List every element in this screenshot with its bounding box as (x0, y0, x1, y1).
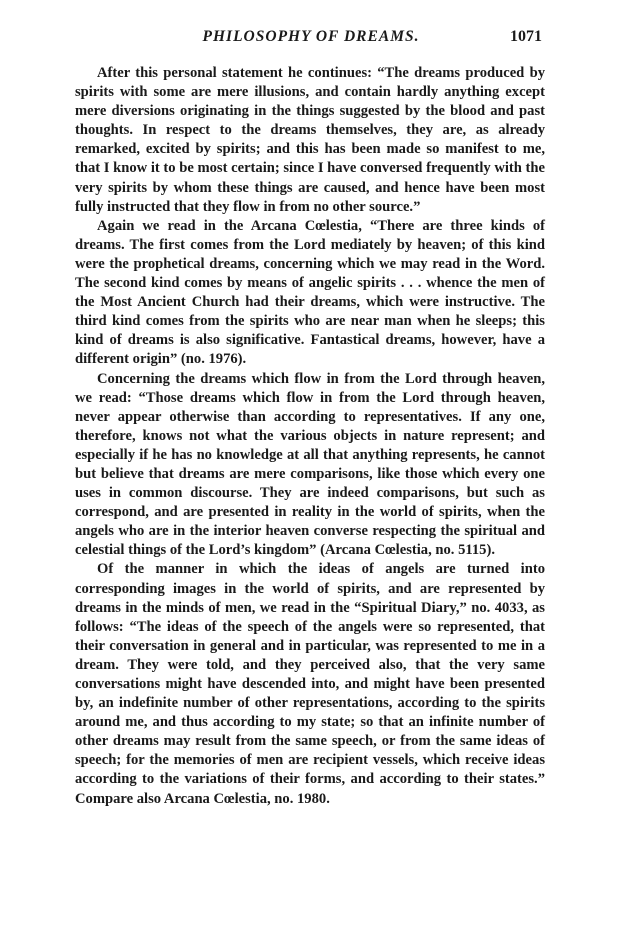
paragraph: Again we read in the Arcana Cœlestia, “There are three kinds of dreams. The first comes from the Lord mediately by heaven; of this kind were the prophetical dreams, concerning which we may read in the Word. The second kind comes by means of angelic spirits . . . whence the men of the Most Ancient Church had their dreams, which were instructive. The third kind comes from the spirits who are near man when he sleeps; this kind of dreams is also significative. Fantastical dreams, however, have a different origin” (no. 1976). (75, 217, 545, 368)
page-header (80, 28, 542, 50)
page-number: 1071 (510, 28, 542, 45)
body-text (75, 64, 545, 809)
paragraph: Concerning the dreams which flow in from the Lord through heaven, we read: “Those dreams which flow in from the Lord through heaven, never appear otherwise than according to representatives. If any one, therefore, knows not what the various objects in nature represent; and especially if he has no knowledge at all that anything represents, he cannot but believe that dreams are mere comparisons, like those which every one uses in common discourse. They are indeed comparisons, but such as correspond, and are presented in reality in the world of spirits, when the angels who are in the interior heaven converse respecting the spiritual and celestial things of the Lord’s kingdom” (Arcana Cœlestia, no. 5115). (75, 370, 545, 559)
paragraph: After this personal statement he continues: “The dreams produced by spirits with some are mere illusions, and contain hardly anything except mere diversions originating in the things suggested by the blood and past thoughts. In respect to the dreams themselves, they are, as already remarked, excited by spirits; and this has been made so manifest to me, that I know it to be most certain; since I have conversed frequently with the very spirits by whom these things are caused, and hence have been most fully instructed that they flow in from no other source.” (75, 65, 545, 215)
paragraph: Of the manner in which the ideas of angels are turned into corresponding images in the world of spirits, and are represented by dreams in the minds of men, we read in the “Spiritual Diary,” no. 4033, as follows: “The ideas of the speech of the angels were so represented, that their conversation in general and in particular, was represented to me in a dream. They were told, and they perceived also, that the very same conversations might have descended into, and might have been presented by, an indefinite number of other representations, according to the spirits around me, and thus according to my state; so that an infinite number of other dreams may result from the same speech, or from the same ideas of speech; for the memories of men are recipient vessels, which receive ideas according to the variations of their forms, and according to their states.” Compare also Arcana Cœlestia, no. 1980. (75, 561, 545, 807)
running-title: PHILOSOPHY OF DREAMS. (202, 28, 420, 45)
